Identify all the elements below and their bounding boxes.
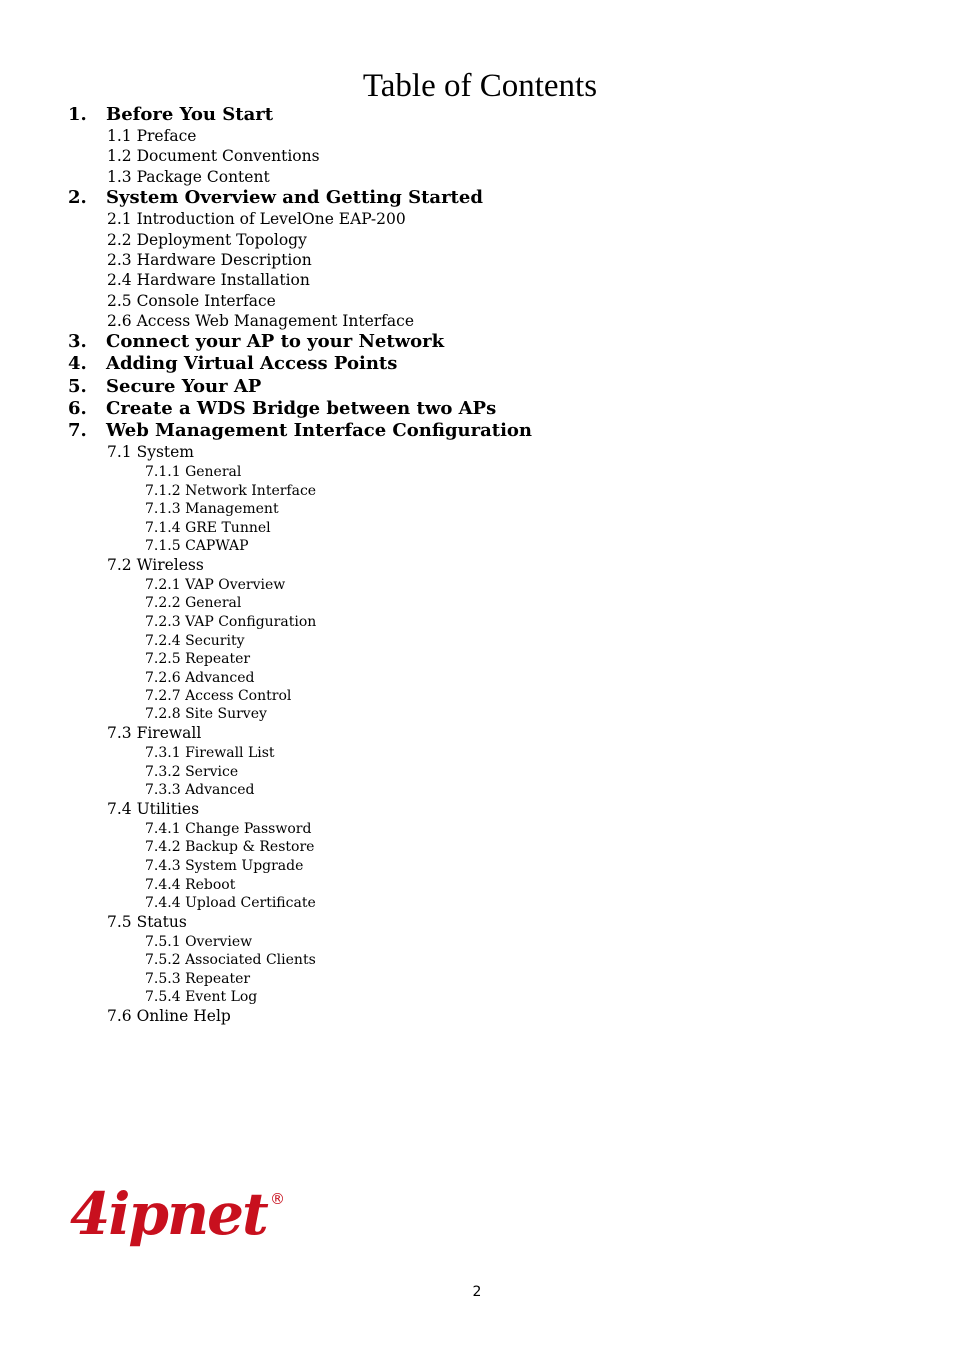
toc-section-number: 2. — [68, 187, 87, 208]
toc-subsection[interactable]: 2.2 Deployment Topology — [107, 231, 307, 249]
toc-subsection[interactable]: 7.6 Online Help — [107, 1007, 231, 1025]
toc-section-label: Secure Your AP — [106, 376, 262, 397]
toc-subsubsection[interactable]: 7.5.2 Associated Clients — [145, 952, 316, 968]
toc-subsubsection[interactable]: 7.2.3 VAP Configuration — [145, 614, 317, 630]
toc-subsection[interactable]: 2.3 Hardware Description — [107, 251, 312, 269]
toc-section-6[interactable] — [68, 398, 496, 420]
toc-subsubsection[interactable]: 7.2.7 Access Control — [145, 688, 292, 704]
toc-subsubsection[interactable]: 7.3.2 Service — [145, 764, 239, 780]
toc-subsection[interactable]: 2.4 Hardware Installation — [107, 271, 310, 289]
toc-subsubsection[interactable]: 7.4.4 Upload Certificate — [145, 895, 316, 911]
registered-mark: ® — [270, 1190, 285, 1208]
toc-subsection[interactable]: 7.1 System — [107, 443, 195, 461]
toc-subsubsection[interactable]: 7.2.4 Security — [145, 633, 245, 649]
toc-subsubsection[interactable]: 7.2.6 Advanced — [145, 670, 255, 686]
toc-subsubsection[interactable]: 7.4.4 Reboot — [145, 877, 236, 893]
toc-subsection[interactable]: 1.2 Document Conventions — [107, 147, 320, 165]
toc-section-label: Adding Virtual Access Points — [106, 353, 398, 374]
toc-subsubsection[interactable]: 7.1.1 General — [145, 464, 242, 480]
toc-section-label: Web Management Interface Configuration — [106, 420, 533, 441]
toc-subsubsection[interactable]: 7.5.3 Repeater — [145, 971, 251, 987]
toc-section-2[interactable] — [68, 187, 483, 209]
toc-section-3[interactable] — [68, 331, 444, 353]
toc-section-number: 4. — [68, 353, 87, 374]
toc-section-5[interactable] — [68, 376, 261, 398]
toc-subsection[interactable]: 1.3 Package Content — [107, 168, 270, 186]
toc-section-7[interactable] — [68, 420, 532, 442]
toc-subsection[interactable]: 2.5 Console Interface — [107, 292, 276, 310]
toc-subsection[interactable]: 2.1 Introduction of LevelOne EAP-200 — [107, 210, 406, 228]
brand-logo — [68, 1178, 290, 1248]
toc-section-label: Before You Start — [106, 104, 274, 125]
toc-subsubsection[interactable]: 7.1.5 CAPWAP — [145, 538, 249, 554]
toc-section-label: System Overview and Getting Started — [106, 187, 483, 208]
toc-section-label: Create a WDS Bridge between two APs — [106, 398, 497, 419]
toc-section-number: 5. — [68, 376, 87, 397]
logo-text: 4ipnet — [70, 1180, 267, 1248]
toc-subsubsection[interactable]: 7.1.4 GRE Tunnel — [145, 520, 271, 536]
toc-subsubsection[interactable]: 7.2.5 Repeater — [145, 651, 251, 667]
toc-subsubsection[interactable]: 7.5.4 Event Log — [145, 989, 258, 1005]
toc-subsubsection[interactable]: 7.3.3 Advanced — [145, 782, 255, 798]
toc-subsubsection[interactable]: 7.4.2 Backup & Restore — [145, 839, 315, 855]
toc-subsubsection[interactable]: 7.1.2 Network Interface — [145, 483, 317, 499]
toc-section-number: 1. — [68, 104, 87, 125]
toc-subsection[interactable]: 7.4 Utilities — [107, 800, 200, 818]
toc-subsection[interactable]: 1.1 Preface — [107, 127, 197, 145]
toc-section-number: 3. — [68, 331, 87, 352]
toc-subsection[interactable]: 7.3 Firewall — [107, 724, 202, 742]
toc-section-number: 7. — [68, 420, 87, 441]
toc-subsection[interactable]: 2.6 Access Web Management Interface — [107, 312, 415, 330]
toc-section-number: 6. — [68, 398, 87, 419]
page-title: Table of Contents — [362, 68, 598, 104]
toc-subsubsection[interactable]: 7.5.1 Overview — [145, 934, 253, 950]
toc-subsubsection[interactable]: 7.1.3 Management — [145, 501, 279, 517]
toc-subsection[interactable]: 7.2 Wireless — [107, 556, 204, 574]
toc-subsubsection[interactable]: 7.4.1 Change Password — [145, 821, 312, 837]
toc-subsubsection[interactable]: 7.2.1 VAP Overview — [145, 577, 286, 593]
toc-subsubsection[interactable]: 7.4.3 System Upgrade — [145, 858, 304, 874]
toc-subsection[interactable]: 7.5 Status — [107, 913, 187, 931]
toc-section-label: Connect your AP to your Network — [106, 331, 445, 352]
toc-subsubsection[interactable]: 7.2.8 Site Survey — [145, 706, 267, 722]
toc-subsubsection[interactable]: 7.2.2 General — [145, 595, 242, 611]
toc-section-1[interactable] — [68, 104, 273, 126]
toc-subsubsection[interactable]: 7.3.1 Firewall List — [145, 745, 275, 761]
toc-section-4[interactable] — [68, 353, 397, 375]
page-number: 2 — [472, 1284, 482, 1300]
